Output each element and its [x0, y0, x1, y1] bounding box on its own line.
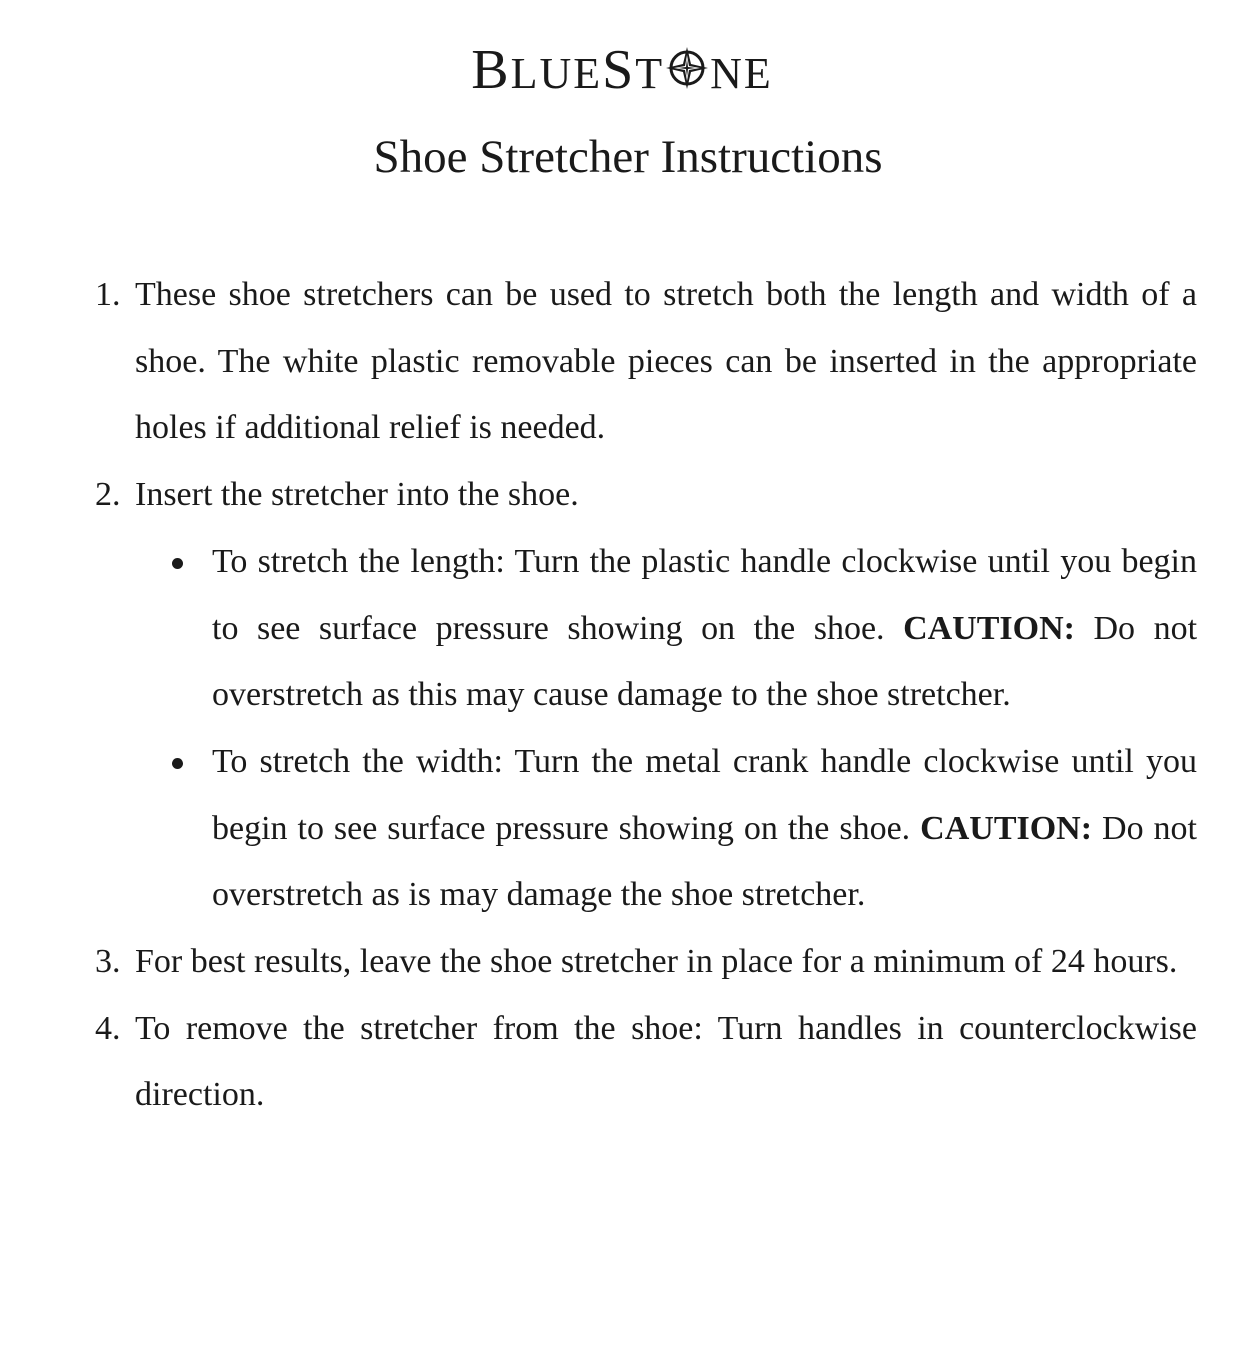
- list-item-number: 4.: [95, 1009, 121, 1047]
- logo-letter-s: S: [602, 39, 636, 101]
- caution-label: CAUTION:: [903, 609, 1075, 647]
- caution-text: Do not overstretch as this may cause damage to the shoe stretcher.: [212, 609, 1198, 714]
- list-item: [95, 929, 1197, 996]
- list-item-text: These shoe stretchers can be used to stretch both the length and width of a shoe. The white plastic removable pieces can be inserted in the appropriate holes if additional relief is needed.: [135, 276, 1197, 447]
- bullet-icon: [172, 558, 183, 569]
- caution-label: CAUTION:: [920, 809, 1093, 847]
- logo-letters-lue: LUE: [510, 49, 603, 98]
- list-item: [95, 462, 1197, 529]
- caution-text: Do not overstretch as is may damage the shoe stretcher.: [212, 809, 1197, 914]
- list-item-text: To remove the stretcher from the shoe: Turn handles in counterclockwise direction.: [135, 1009, 1197, 1114]
- bullet-item: [212, 529, 1197, 729]
- bullet-icon: [172, 758, 183, 769]
- list-item-number: 1.: [95, 276, 121, 313]
- list-item-number: 3.: [95, 943, 121, 981]
- compass-star-icon: [665, 42, 709, 86]
- list-item-text: For best results, leave the shoe stretcher in place for a minimum of 24 hours.: [135, 943, 1178, 981]
- logo-letter-b: B: [471, 39, 511, 101]
- list-item-text: Insert the stretcher into the shoe.: [135, 476, 579, 514]
- bullet-text: To stretch the width: Turn the metal crank handle clockwise until you begin to see surface pressure showing on the shoe.: [212, 742, 1197, 847]
- page-title: Shoe Stretcher Instructions: [373, 131, 883, 183]
- bullet-text: To stretch the length: Turn the plastic handle clockwise until you begin to see surface pressure showing on the shoe.: [212, 542, 1197, 647]
- instructions-list: [95, 262, 1198, 1129]
- list-item-number: 2.: [95, 476, 121, 514]
- bullet-item: [212, 729, 1197, 929]
- bluestone-logo: [0, 40, 1244, 104]
- logo-letters-ne: NE: [710, 49, 773, 98]
- list-item: [95, 996, 1197, 1129]
- list-item: [95, 262, 1197, 462]
- logo-letter-t: T: [635, 49, 665, 98]
